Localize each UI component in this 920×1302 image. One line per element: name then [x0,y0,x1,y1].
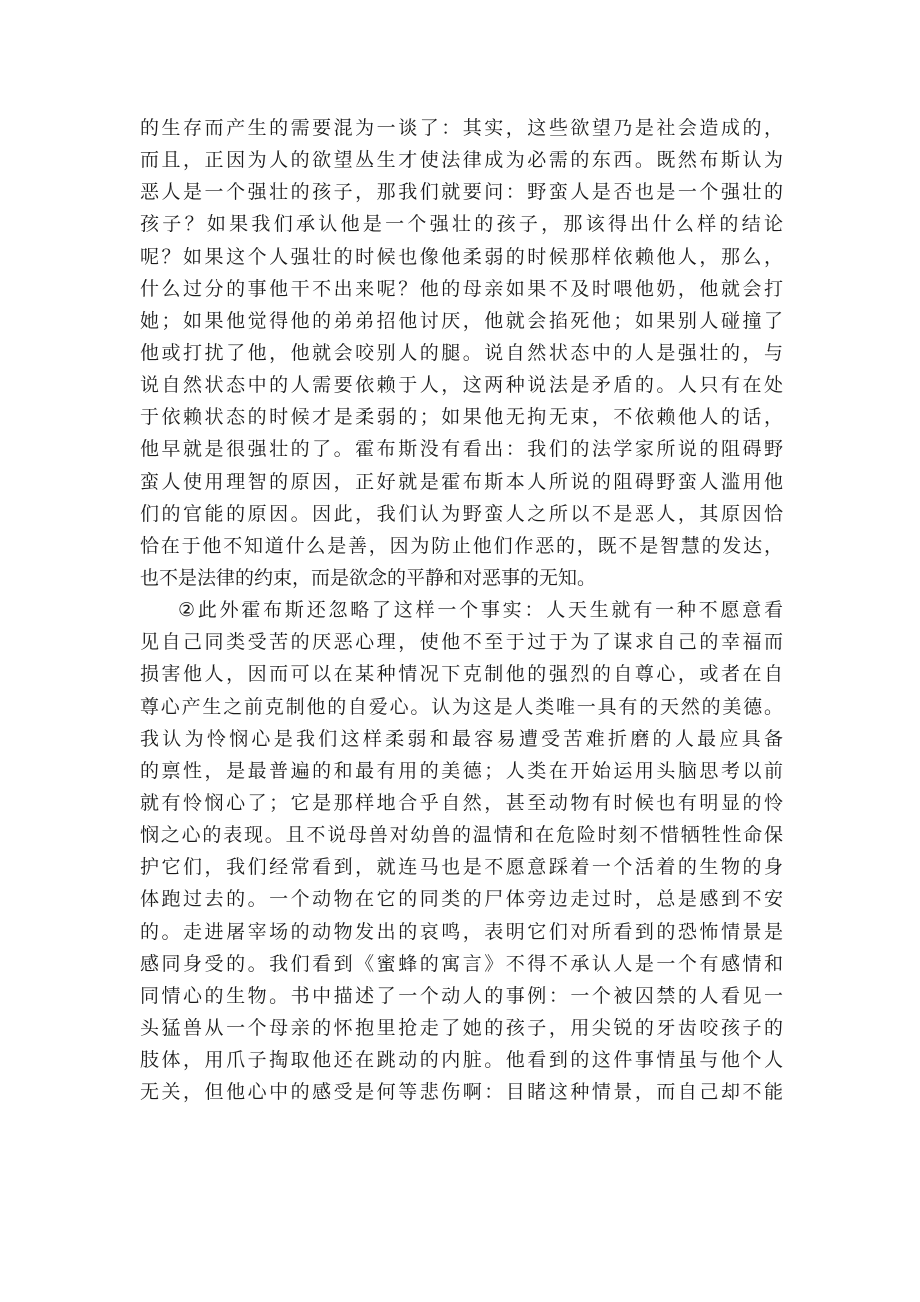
document-page [140,112,783,1108]
text-line: 的。走进屠宰场的动物发出的哀鸣，表明它们对所看到的恐怖情景是 [140,920,783,943]
text-line: 他或打扰了他，他就会咬别人的腿。说自然状态中的人是强壮的，与 [140,341,783,364]
text-line: 悯之心的表现。且不说母兽对幼兽的温情和在危险时刻不惜牺牲性命保 [140,824,783,847]
text-line: 损害他人，因而可以在某种情况下克制他的强烈的自尊心，或者在自 [140,663,783,686]
text-line: 无关，但他心中的感受是何等悲伤啊：目睹这种情景，而自己却不能 [140,1081,783,1104]
text-line: 呢？如果这个人强壮的时候也像他柔弱的时候那样依赖他人，那么， [140,245,783,268]
text-line: 于依赖状态的时候才是柔弱的；如果他无拘无束，不依赖他人的话， [140,406,783,429]
text-line: 什么过分的事他干不出来呢？他的母亲如果不及时喂他奶，他就会打 [140,277,783,300]
text-line: 而且，正因为人的欲望丛生才使法律成为必需的东西。既然布斯认为 [140,149,783,172]
text-line: 说自然状态中的人需要依赖于人，这两种说法是矛盾的。人只有在处 [140,374,783,397]
text-line: 尊心产生之前克制他的自爱心。认为这是人类唯一具有的天然的美德。 [140,695,783,718]
text-line: 她；如果他觉得他的弟弟招他讨厌，他就会掐死他；如果别人碰撞了 [140,309,783,332]
text-line: 的生存而产生的需要混为一谈了：其实，这些欲望乃是社会造成的， [140,117,783,139]
text-line: 护它们，我们经常看到，就连马也是不愿意踩着一个活着的生物的身 [140,856,783,879]
text-line: 同情心的生物。书中描述了一个动人的事例：一个被囚禁的人看见一 [140,984,783,1007]
text-line: 蛮人使用理智的原因，正好就是霍布斯本人所说的阻碍野蛮人滥用他 [140,470,783,493]
text-line: 恶人是一个强壮的孩子，那我们就要问：野蛮人是否也是一个强壮的 [140,181,783,204]
text-line: 孩子？如果我们承认他是一个强壮的孩子，那该得出什么样的结论 [140,213,783,236]
text-line: 他早就是很强壮的了。霍布斯没有看出：我们的法学家所说的阻碍野 [140,438,783,461]
paragraph-end-line: 也不是法律的约束，而是欲念的平静和对恶事的无知。 [140,566,597,589]
text-line: 见自己同类受苦的厌恶心理，使他不至于过于为了谋求自己的幸福而 [140,631,783,654]
text-line: 体跑过去的。一个动物在它的同类的尸体旁边走过时，总是感到不安 [140,888,783,911]
text-line: 肢体，用爪子掏取他还在跳动的内脏。他看到的这件事情虽与他个人 [140,1049,783,1072]
text-line: 的禀性，是最普遍的和最有用的美德；人类在开始运用头脑思考以前 [140,759,783,782]
text-line: 我认为怜悯心是我们这样柔弱和最容易遭受苦难折磨的人最应具备 [140,727,783,750]
text-line: 头猛兽从一个母亲的怀抱里抢走了她的孩子，用尖锐的牙齿咬孩子的 [140,1016,783,1039]
text-line: 就有怜悯心了；它是那样地合乎自然，甚至动物有时候也有明显的怜 [140,791,783,814]
text-line: 们的官能的原因。因此，我们认为野蛮人之所以不是恶人，其原因恰 [140,502,783,525]
text-line: 恰在于他不知道什么是善，因为防止他们作恶的，既不是智慧的发达， [140,534,783,557]
paragraph-start-line: ②此外霍布斯还忽略了这样一个事实：人天生就有一种不愿意看 [178,599,783,622]
text-line: 感同身受的。我们看到《蜜蜂的寓言》不得不承认人是一个有感情和 [140,952,783,975]
